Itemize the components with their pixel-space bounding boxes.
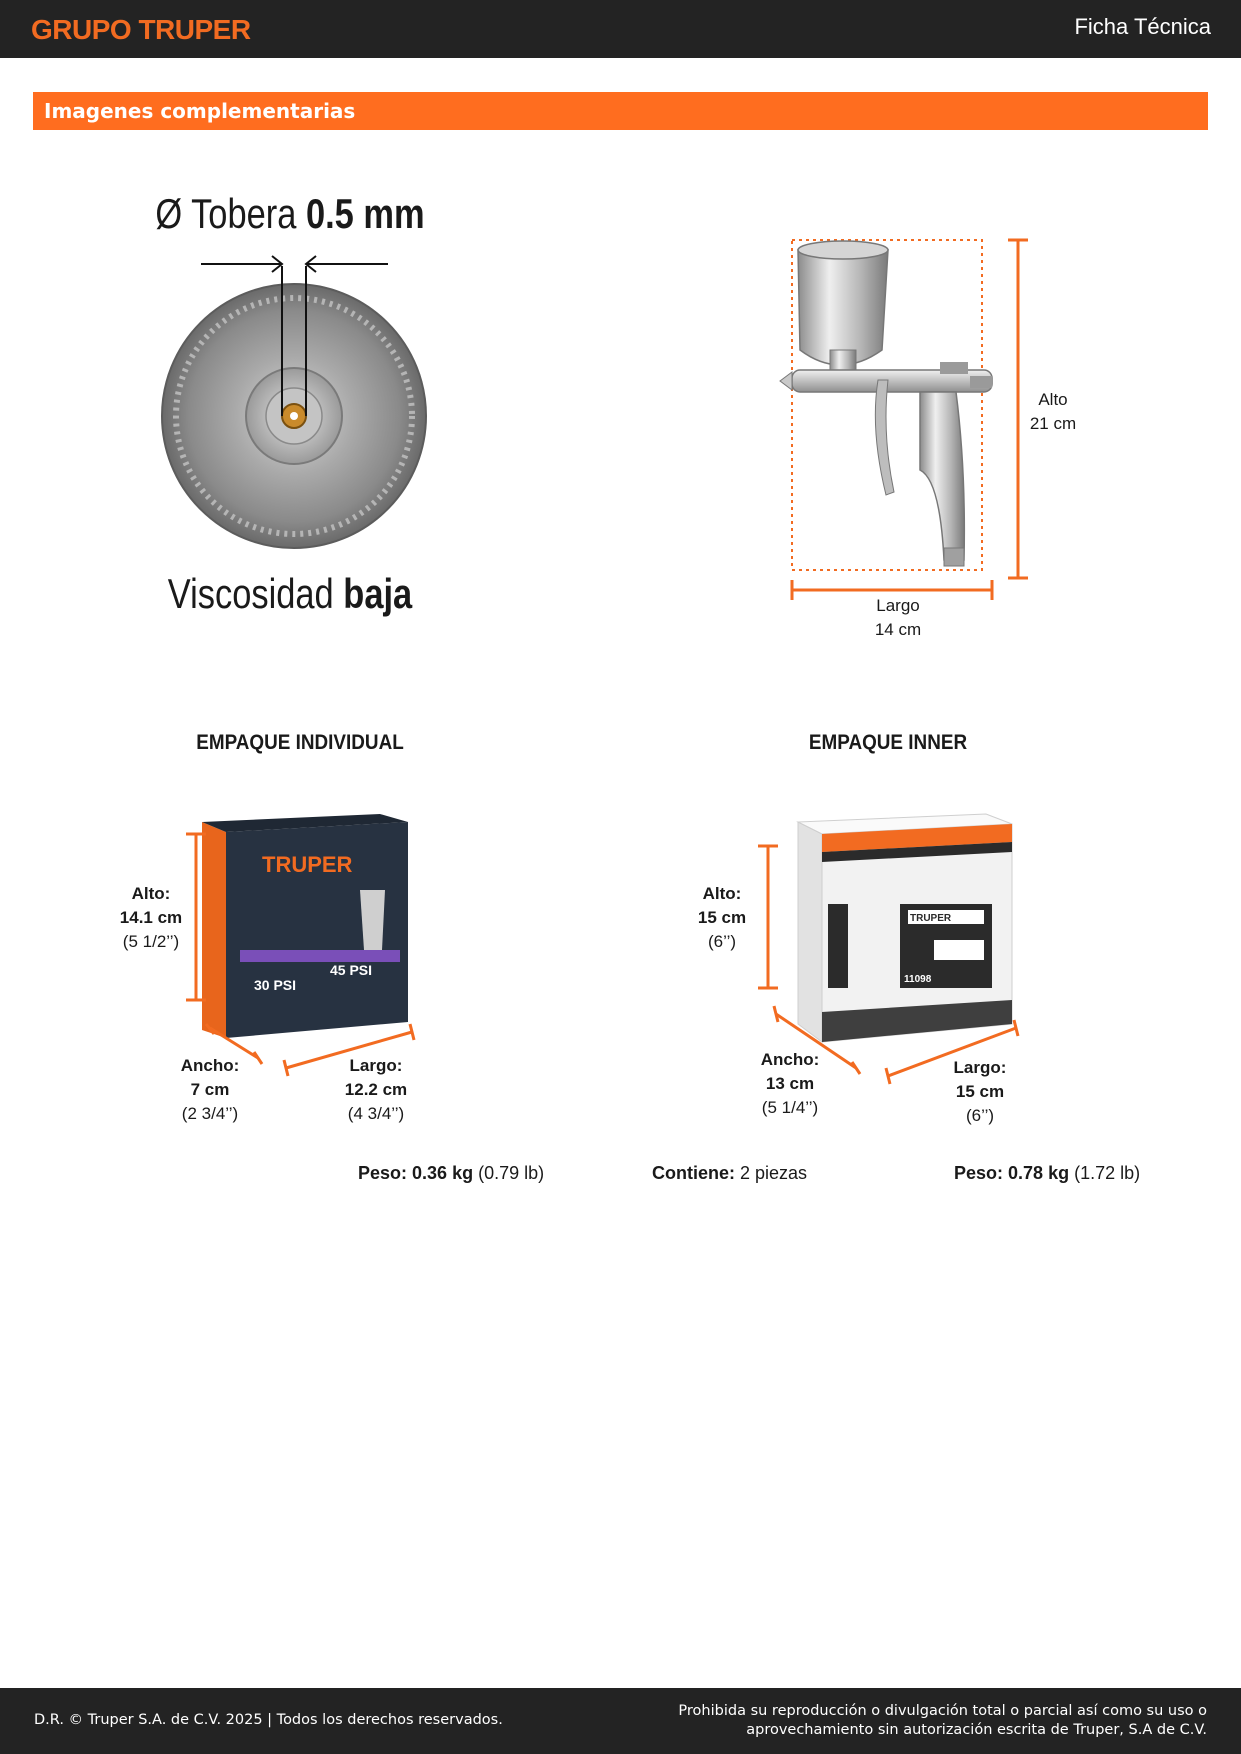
individual-weight [358, 1163, 544, 1184]
legal-notice-line-1: Prohibida su reproducción o divulgación total o parcial así como su uso o [678, 1703, 1207, 1719]
inner-box-brand: TRUPER [910, 913, 952, 924]
individual-width-cm: 7 cm [190, 1080, 230, 1099]
document-kind: Ficha Técnica [1074, 14, 1211, 39]
inner-weight-kg: 0.78 kg [1008, 1163, 1070, 1183]
inner-width-label [740, 1048, 840, 1120]
individual-weight-kg: 0.36 kg [412, 1163, 474, 1183]
individual-box-psi-1: 30 PSI [254, 977, 297, 993]
individual-height-label [100, 882, 202, 954]
inner-height-title: Alto: [702, 884, 742, 903]
inner-width-title: Ancho: [760, 1050, 820, 1069]
individual-length-in: (4 3/4’’) [347, 1104, 405, 1123]
individual-box-brand: TRUPER [262, 852, 353, 877]
inner-length-in: (6’’) [965, 1106, 995, 1125]
copyright-text: D.R. © Truper S.A. de C.V. 2025 | Todos los derechos reservados. [34, 1712, 503, 1728]
individual-length-cm: 12.2 cm [344, 1080, 408, 1099]
legal-notice [647, 1702, 1207, 1740]
individual-height-in: (5 1/2’’) [122, 932, 180, 951]
nozzle-value: 0.5 mm [305, 190, 425, 237]
individual-weight-label: Peso: [358, 1163, 413, 1183]
section-header [33, 92, 1208, 130]
individual-box-image [180, 800, 430, 1080]
inner-contents-value: 2 piezas [740, 1163, 808, 1183]
spray-gun-image [770, 230, 1040, 600]
product-length-title: Largo [876, 596, 920, 615]
individual-length-label [326, 1054, 426, 1126]
individual-weight-lb: (0.79 lb) [473, 1163, 545, 1183]
legal-notice-line-2: aprovechamiento sin autorización escrita de Truper, S.A de C.V. [746, 1722, 1207, 1738]
individual-box-psi-2: 45 PSI [330, 962, 373, 978]
nozzle-image [150, 250, 440, 560]
inner-contents-label: Contiene: [652, 1163, 740, 1183]
viscosity-label: Viscosidad [167, 570, 344, 617]
inner-height-in: (6’’) [707, 932, 737, 951]
inner-width-cm: 13 cm [765, 1074, 815, 1093]
inner-box-code: 11098 [904, 974, 932, 985]
section-title: Imagenes complementarias [44, 99, 356, 123]
inner-weight [954, 1163, 1140, 1184]
inner-pack-title: EMPAQUE INNER [808, 731, 968, 754]
product-height-label [1005, 388, 1101, 436]
product-height-title: Alto [1038, 390, 1068, 409]
inner-height-cm: 15 cm [697, 908, 747, 927]
viscosity-value: baja [343, 570, 413, 617]
inner-width-in: (5 1/4’’) [761, 1098, 819, 1117]
nozzle-caption [101, 190, 478, 238]
brand-logo: GRUPO TRUPER [31, 14, 251, 45]
individual-pack-title: EMPAQUE INDIVIDUAL [196, 731, 404, 754]
inner-height-label [672, 882, 772, 954]
individual-width-label [160, 1054, 260, 1126]
inner-weight-label: Peso: [954, 1163, 1009, 1183]
nozzle-label: Ø Tobera [155, 190, 306, 237]
inner-length-title: Largo: [953, 1058, 1007, 1077]
individual-width-title: Ancho: [180, 1056, 240, 1075]
inner-box-image [750, 800, 1030, 1090]
individual-length-title: Largo: [349, 1056, 403, 1075]
viscosity-caption [101, 570, 478, 618]
inner-contents [652, 1163, 807, 1184]
footer [0, 1688, 1241, 1754]
product-length-label [850, 594, 946, 642]
individual-height-title: Alto: [131, 884, 171, 903]
inner-weight-lb: (1.72 lb) [1069, 1163, 1141, 1183]
inner-length-label [930, 1056, 1030, 1128]
product-height-value: 21 cm [1029, 414, 1077, 433]
top-bar [0, 0, 1241, 58]
product-length-value: 14 cm [874, 620, 922, 639]
individual-width-in: (2 3/4’’) [181, 1104, 239, 1123]
inner-length-cm: 15 cm [955, 1082, 1005, 1101]
individual-height-cm: 14.1 cm [119, 908, 183, 927]
